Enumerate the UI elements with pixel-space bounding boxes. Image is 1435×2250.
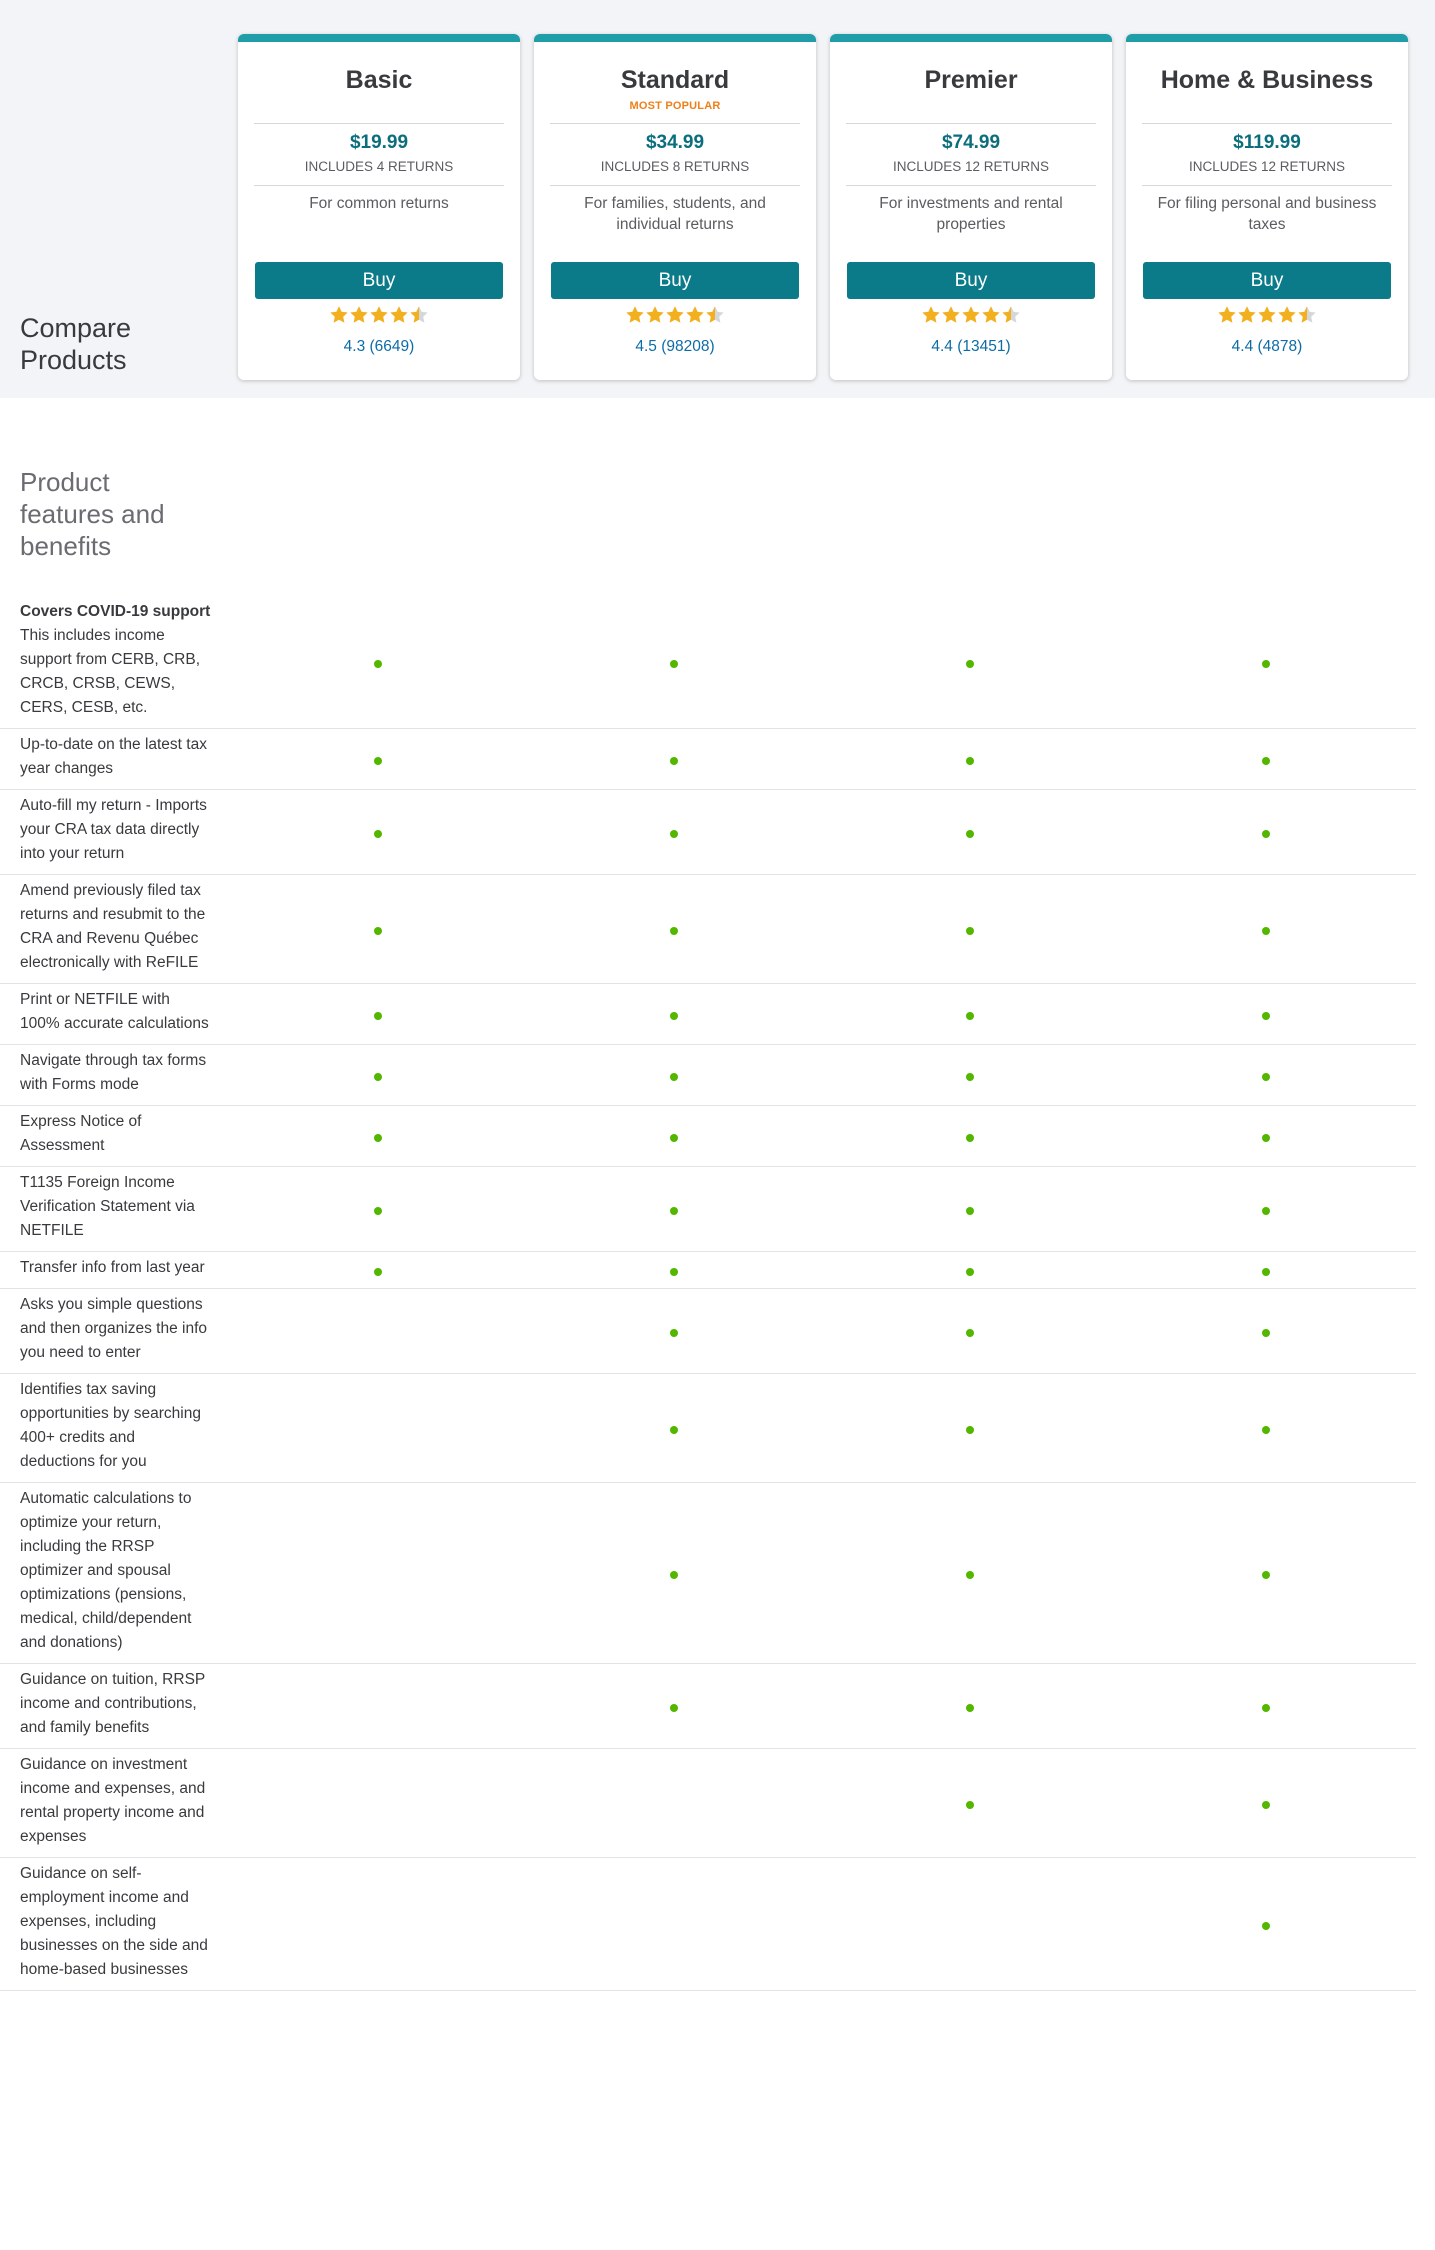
- star-icon: [941, 305, 961, 325]
- included-check-dot: [1262, 757, 1270, 765]
- included-check-dot: [1262, 1704, 1270, 1712]
- product-price: $74.99: [941, 132, 1001, 153]
- feature-row: [0, 1749, 1416, 1858]
- feature-label-text: Transfer info from last year: [20, 1259, 205, 1276]
- feature-label-text: Guidance on investment income and expenses, and rental property income and expenses: [20, 1756, 206, 1845]
- included-check-dot: [966, 1426, 974, 1434]
- divider: [254, 123, 504, 124]
- included-check-dot: [966, 830, 974, 838]
- included-check-dot: [374, 1073, 382, 1081]
- buy-button[interactable]: Buy: [1143, 262, 1391, 299]
- feature-label: [20, 1858, 213, 1990]
- included-check-dot: [966, 1571, 974, 1579]
- included-check-dot: [670, 660, 678, 668]
- feature-label: [20, 1106, 213, 1166]
- star-icon: [369, 305, 389, 325]
- star-rating: [238, 305, 520, 331]
- product-description: For filing personal and business taxes: [1157, 195, 1377, 233]
- feature-table: [0, 596, 1416, 1991]
- star-icon: [961, 305, 981, 325]
- star-icon: [1277, 305, 1297, 325]
- feature-row: [0, 1483, 1416, 1664]
- rating-link[interactable]: 4.4 (4878): [1231, 338, 1303, 355]
- feature-row: [0, 875, 1416, 984]
- feature-row: [0, 1252, 1416, 1289]
- product-card: [534, 34, 816, 380]
- star-icon: [1237, 305, 1257, 325]
- product-name: Premier: [924, 66, 1018, 94]
- feature-label: [20, 790, 213, 874]
- rating-link[interactable]: 4.3 (6649): [343, 338, 415, 355]
- feature-row: [0, 1664, 1416, 1749]
- buy-button[interactable]: Buy: [847, 262, 1095, 299]
- rating-link[interactable]: 4.5 (98208): [635, 338, 715, 355]
- star-icon: [1257, 305, 1277, 325]
- feature-label-text: Up-to-date on the latest tax year changes: [20, 736, 207, 777]
- star-rating: [830, 305, 1112, 331]
- feature-label-text: Identifies tax saving opportunities by searching 400+ credits and deductions for you: [20, 1381, 201, 1470]
- feature-label-text: Print or NETFILE with 100% accurate calculations: [20, 991, 209, 1032]
- divider: [846, 185, 1096, 186]
- included-check-dot: [670, 1329, 678, 1337]
- included-check-dot: [966, 1704, 974, 1712]
- product-name: Home & Business: [1160, 66, 1374, 94]
- star-icon: [705, 305, 725, 325]
- included-check-dot: [966, 1012, 974, 1020]
- feature-label-text: Auto-fill my return - Imports your CRA tax data directly into your return: [20, 797, 207, 862]
- included-check-dot: [1262, 927, 1270, 935]
- feature-row: [0, 1167, 1416, 1252]
- included-check-dot: [1262, 1922, 1270, 1930]
- product-description: For common returns: [309, 195, 449, 212]
- included-check-dot: [1262, 1073, 1270, 1081]
- included-check-dot: [374, 1134, 382, 1142]
- included-check-dot: [374, 1268, 382, 1276]
- feature-label-text: Asks you simple questions and then organizes the info you need to enter: [20, 1296, 207, 1361]
- included-check-dot: [966, 1801, 974, 1809]
- star-icon: [1297, 305, 1317, 325]
- divider: [1142, 123, 1392, 124]
- included-check-dot: [670, 1012, 678, 1020]
- feature-label-text: Navigate through tax forms with Forms mode: [20, 1052, 207, 1093]
- feature-row: [0, 1289, 1416, 1374]
- included-check-dot: [966, 1134, 974, 1142]
- included-check-dot: [1262, 1571, 1270, 1579]
- star-icon: [1001, 305, 1021, 325]
- product-name: Basic: [345, 66, 413, 94]
- included-check-dot: [670, 1704, 678, 1712]
- most-popular-badge: MOST POPULAR: [629, 100, 721, 112]
- star-icon: [685, 305, 705, 325]
- included-check-dot: [966, 927, 974, 935]
- feature-row: [0, 729, 1416, 790]
- included-check-dot: [670, 830, 678, 838]
- included-check-dot: [1262, 1426, 1270, 1434]
- star-icon: [625, 305, 645, 325]
- feature-row: [0, 1374, 1416, 1483]
- feature-row: [0, 1045, 1416, 1106]
- feature-row: [0, 1106, 1416, 1167]
- feature-label: [20, 1252, 213, 1288]
- included-check-dot: [670, 1268, 678, 1276]
- feature-label-text: Automatic calculations to optimize your return, including the RRSP optimizer and spousal optimizations (pensions, medical, child/dependent and donations): [20, 1490, 192, 1651]
- feature-label: [20, 984, 213, 1044]
- returns-included: INCLUDES 4 RETURNS: [304, 159, 454, 174]
- feature-label-text: This includes income support from CERB, CRB, CRCB, CRSB, CEWS, CERS, CESB, etc.: [20, 627, 201, 716]
- included-check-dot: [966, 757, 974, 765]
- feature-row: [0, 1858, 1416, 1991]
- feature-label-text: Guidance on tuition, RRSP income and contributions, and family benefits: [20, 1671, 205, 1736]
- star-icon: [409, 305, 429, 325]
- star-icon: [389, 305, 409, 325]
- feature-row: [0, 596, 1416, 729]
- included-check-dot: [374, 830, 382, 838]
- included-check-dot: [1262, 1268, 1270, 1276]
- feature-label: [20, 1167, 213, 1251]
- feature-row: [0, 984, 1416, 1045]
- star-rating: [534, 305, 816, 331]
- feature-label-text: Express Notice of Assessment: [20, 1113, 142, 1154]
- included-check-dot: [670, 1571, 678, 1579]
- product-card: [238, 34, 520, 380]
- feature-label: [20, 596, 213, 728]
- included-check-dot: [670, 1134, 678, 1142]
- included-check-dot: [1262, 1207, 1270, 1215]
- star-icon: [665, 305, 685, 325]
- feature-label-text: Guidance on self-employment income and expenses, including businesses on the side and home-based businesses: [20, 1865, 208, 1978]
- returns-included: INCLUDES 8 RETURNS: [600, 159, 750, 174]
- product-description: For families, students, and individual returns: [584, 195, 766, 233]
- product-price: $34.99: [645, 132, 705, 153]
- feature-label: [20, 1374, 213, 1482]
- star-icon: [981, 305, 1001, 325]
- feature-label: [20, 1749, 213, 1857]
- included-check-dot: [374, 757, 382, 765]
- star-icon: [349, 305, 369, 325]
- included-check-dot: [670, 757, 678, 765]
- included-check-dot: [670, 1073, 678, 1081]
- feature-row: [0, 790, 1416, 875]
- divider: [1142, 185, 1392, 186]
- compare-products-heading: Compare Products: [20, 313, 132, 375]
- feature-label: [20, 875, 213, 983]
- returns-included: INCLUDES 12 RETURNS: [892, 159, 1050, 174]
- feature-label-bold: Covers COVID-19 support: [20, 603, 211, 620]
- included-check-dot: [1262, 830, 1270, 838]
- feature-label: [20, 1045, 213, 1105]
- product-price: $119.99: [1233, 132, 1301, 153]
- features-section-heading: Product features and benefits: [20, 467, 165, 561]
- included-check-dot: [966, 660, 974, 668]
- star-icon: [1217, 305, 1237, 325]
- buy-button[interactable]: Buy: [551, 262, 799, 299]
- feature-label-text: Amend previously filed tax returns and resubmit to the CRA and Revenu Québec electronically with ReFILE: [20, 882, 206, 971]
- divider: [846, 123, 1096, 124]
- product-card: [1126, 34, 1408, 380]
- included-check-dot: [374, 1207, 382, 1215]
- included-check-dot: [966, 1207, 974, 1215]
- feature-label: [20, 1664, 213, 1748]
- buy-button[interactable]: Buy: [255, 262, 503, 299]
- included-check-dot: [1262, 1134, 1270, 1142]
- included-check-dot: [374, 660, 382, 668]
- feature-label: [20, 729, 213, 789]
- rating-link[interactable]: 4.4 (13451): [931, 338, 1011, 355]
- included-check-dot: [374, 927, 382, 935]
- included-check-dot: [1262, 1801, 1270, 1809]
- star-rating: [1126, 305, 1408, 331]
- star-icon: [645, 305, 665, 325]
- product-name: Standard: [620, 66, 730, 94]
- included-check-dot: [966, 1329, 974, 1337]
- divider: [550, 185, 800, 186]
- star-icon: [329, 305, 349, 325]
- included-check-dot: [670, 927, 678, 935]
- feature-label-text: T1135 Foreign Income Verification Statement via NETFILE: [20, 1174, 195, 1239]
- included-check-dot: [1262, 660, 1270, 668]
- included-check-dot: [966, 1073, 974, 1081]
- product-price: $19.99: [349, 132, 409, 153]
- included-check-dot: [670, 1426, 678, 1434]
- feature-label: [20, 1289, 213, 1373]
- included-check-dot: [670, 1207, 678, 1215]
- included-check-dot: [1262, 1012, 1270, 1020]
- returns-included: INCLUDES 12 RETURNS: [1188, 159, 1346, 174]
- product-description: For investments and rental properties: [879, 195, 1063, 233]
- divider: [254, 185, 504, 186]
- included-check-dot: [1262, 1329, 1270, 1337]
- feature-label: [20, 1483, 213, 1663]
- product-card: [830, 34, 1112, 380]
- divider: [550, 123, 800, 124]
- included-check-dot: [374, 1012, 382, 1020]
- included-check-dot: [966, 1268, 974, 1276]
- star-icon: [921, 305, 941, 325]
